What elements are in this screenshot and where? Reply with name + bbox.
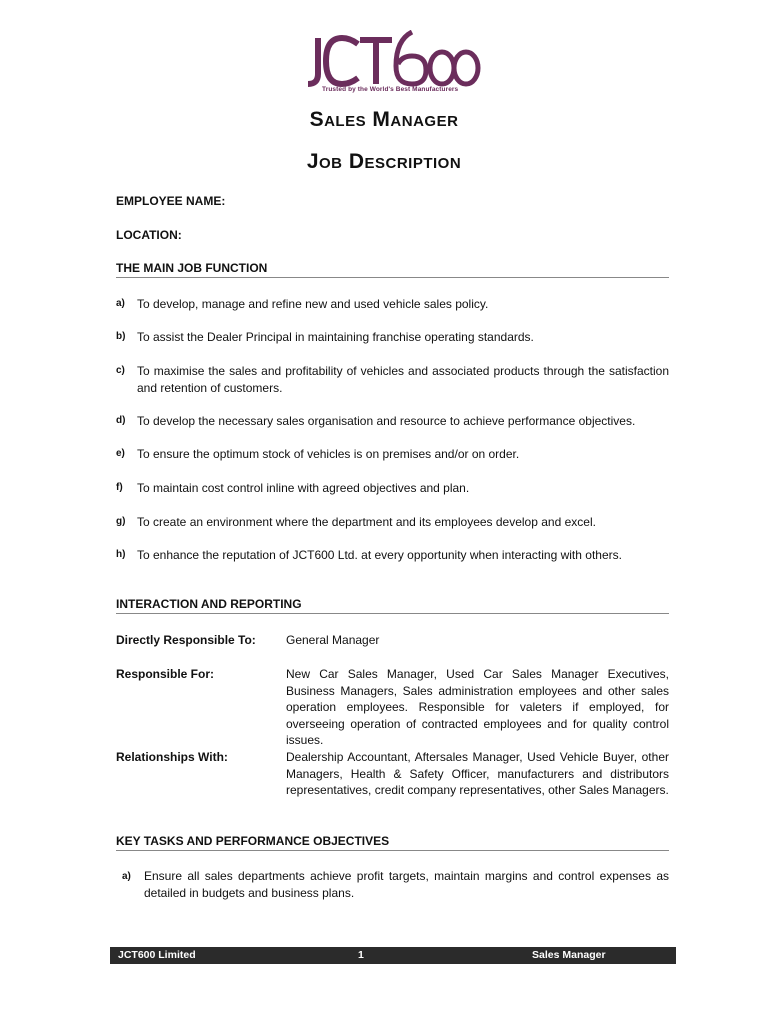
- list-item: [116, 296, 669, 313]
- list-item-text: Ensure all sales departments achieve profit targets, maintain margins and control expenses as detailed in budgets and business plans.: [144, 869, 669, 900]
- relationship-label: Directly Responsible To:: [116, 633, 256, 647]
- list-item-text: To ensure the optimum stock of vehicles is on premises and/or on order.: [137, 447, 520, 461]
- list-item-text: To enhance the reputation of JCT600 Ltd. at every opportunity when interacting with others.: [137, 548, 622, 562]
- list-item: [116, 480, 669, 497]
- list-item-letter: a): [116, 298, 125, 309]
- list-item: [116, 514, 669, 531]
- document-title: Sales Manager: [309, 108, 459, 131]
- list-item: [116, 868, 669, 902]
- list-item: [116, 547, 669, 564]
- logo-tagline: Trusted by the World's Best Manufacturers: [322, 86, 459, 93]
- list-item: [116, 329, 669, 346]
- document-subtitle: Job Description: [306, 150, 462, 173]
- relationship-row: [116, 749, 669, 799]
- location-label: LOCATION:: [116, 228, 182, 242]
- main-job-function-heading: THE MAIN JOB FUNCTION: [116, 261, 669, 278]
- relationship-row: [116, 666, 669, 749]
- relationship-text: Dealership Accountant, Aftersales Manager, Used Vehicle Buyer, other Managers, Health & Safety Officer, manufacturers and distributors representatives, credit company representatives, other Sales Managers.: [286, 750, 669, 797]
- relationship-row: [116, 632, 669, 649]
- list-item-text: To maximise the sales and profitability of vehicles and associated products through the satisfaction and retention of customers.: [137, 364, 669, 395]
- footer-company: JCT600 Limited: [118, 949, 196, 961]
- list-item-letter: c): [116, 365, 125, 376]
- list-item-text: To create an environment where the department and its employees develop and excel.: [137, 515, 596, 529]
- footer-page-number: 1: [358, 949, 364, 961]
- list-item-letter: a): [122, 871, 131, 882]
- list-item: [116, 363, 669, 396]
- relationship-text: New Car Sales Manager, Used Car Sales Manager Executives, Business Managers, Sales administration employees and other sales operation employees. Responsible for valeters if employed, for overseeing operation of contracted employees and for quality control issues.: [286, 667, 669, 747]
- list-item-letter: f): [116, 482, 123, 493]
- list-item-text: To assist the Dealer Principal in maintaining franchise operating standards.: [137, 330, 534, 344]
- list-item-letter: b): [116, 331, 126, 342]
- list-item-letter: d): [116, 415, 126, 426]
- page-footer: [110, 947, 676, 964]
- list-item-letter: h): [116, 549, 126, 560]
- list-item-text: To develop the necessary sales organisation and resource to achieve performance objectives.: [137, 414, 636, 428]
- footer-document-name: Sales Manager: [532, 949, 606, 961]
- relationship-label: Relationships With:: [116, 750, 228, 764]
- list-item-text: To maintain cost control inline with agreed objectives and plan.: [137, 481, 470, 495]
- relationship-label: Responsible For:: [116, 667, 215, 681]
- employee-name-label: EMPLOYEE NAME:: [116, 194, 226, 208]
- list-item: [116, 413, 669, 430]
- list-item-letter: g): [116, 516, 126, 527]
- list-item-letter: e): [116, 448, 125, 459]
- list-item-text: To develop, manage and refine new and used vehicle sales policy.: [137, 297, 489, 311]
- relationship-text: General Manager: [286, 633, 380, 647]
- interaction-heading: INTERACTION AND REPORTING: [116, 597, 669, 614]
- key-tasks-heading: KEY TASKS AND PERFORMANCE OBJECTIVES: [116, 834, 669, 851]
- list-item: [116, 446, 669, 463]
